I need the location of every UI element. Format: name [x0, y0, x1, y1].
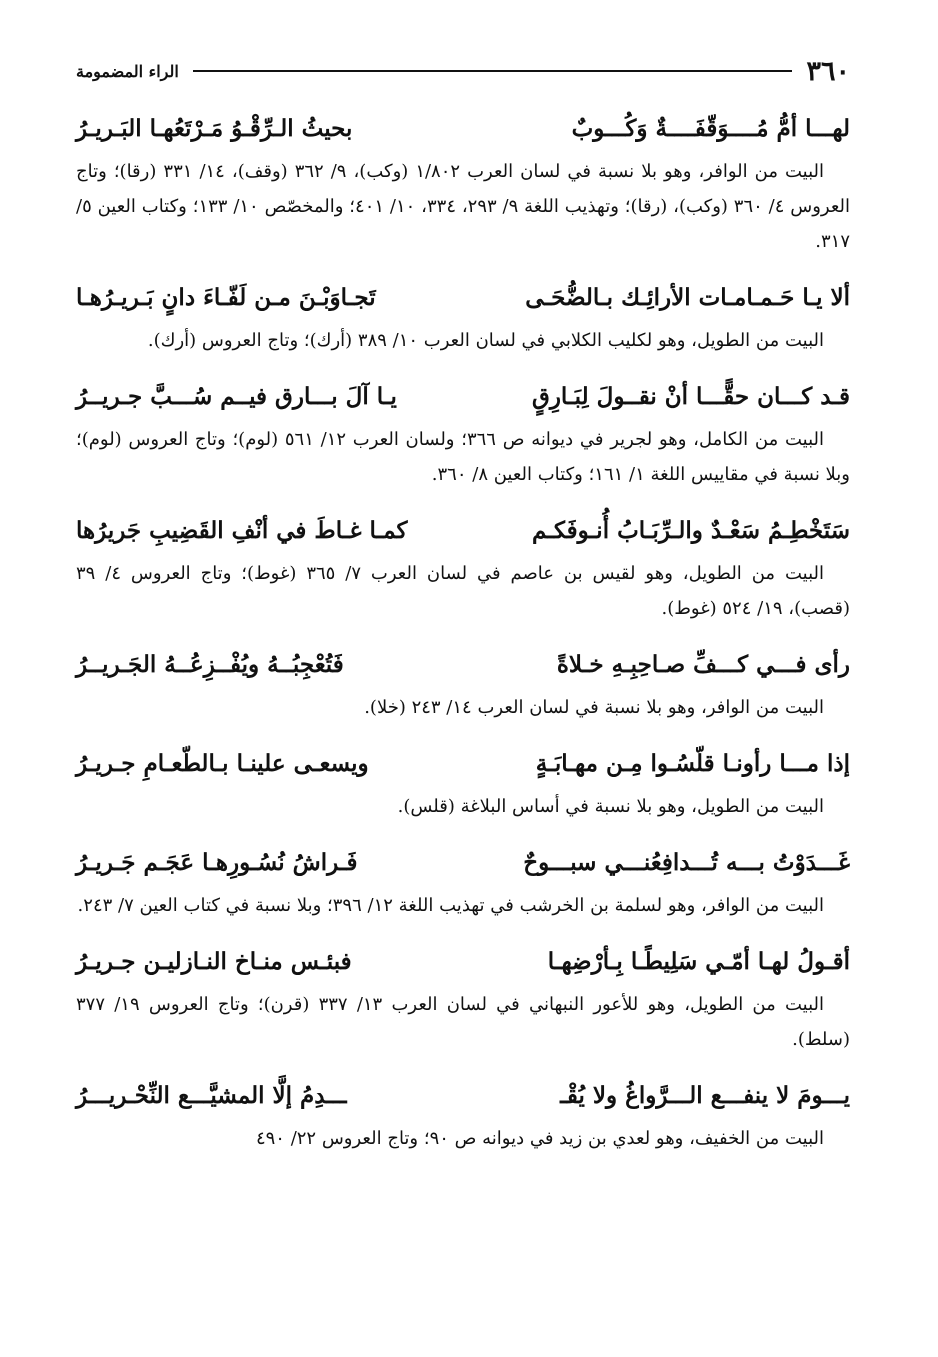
verse-first-hemistich: لهـــا أمُّ مُــــوَقّفَــــةٌ وَكُـــوبٌ: [571, 115, 850, 142]
verse-entry: [76, 739, 850, 824]
verse-first-hemistich: يـــومَ لا ينفـــع الـــرَّواغُ ولا يُقْـ: [560, 1082, 850, 1109]
verse-commentary: البيت من الوافر، وهو بلا نسبة في لسان العرب ١/٨٠٢ (وكب)، ٩/ ٣٦٢ (وقف)، ١٤/ ٣٣١ (رقا)؛ وتاج العروس ٤/ ٣٦٠ (وكب)، (رقا)؛ وتهذيب اللغة ٩/ ٢٩٣، ٣٣٤، ١٠/ ٤٠١؛ والمخصّص ١٠/ ١٣٣؛ وكتاب العين ٥/ ٣١٧.: [76, 161, 851, 252]
header-rule: [193, 70, 793, 72]
verse-entry: [76, 273, 850, 358]
verse-line: [76, 1071, 850, 1121]
verse-line: [76, 372, 850, 422]
verse-line: [76, 937, 850, 987]
verse-line: [76, 640, 850, 690]
verse-second-hemistich: فبئـس منـاخ النـازليـن جـريـرُ: [76, 948, 352, 975]
verse-commentary: البيت من الوافر، وهو بلا نسبة في لسان العرب ١٤/ ٢٤٣ (خلا).: [364, 697, 824, 718]
verse-second-hemistich: كمـا غـاطَ في أنْفِ القَضِيبِ جَريرُها: [76, 517, 408, 544]
verse-entry: [76, 372, 850, 492]
section-title: الراء المضمومة: [76, 61, 179, 81]
verse-second-hemistich: يـا آلَ بـــارق فيــم سُـــبَّ جـريــرُ: [76, 383, 397, 410]
verse-entry: [76, 838, 850, 923]
verse-second-hemistich: ـــدِمُ إلَّا المشيَّـــع النِّحْـريـــرُ: [76, 1082, 347, 1109]
verse-entry: [76, 1071, 850, 1156]
verse-second-hemistich: تَجـاوَبْـنَ مـن لَفّـاءَ دانٍ بَـريـرُهـا: [76, 284, 376, 311]
verse-first-hemistich: غَـــدَوْتُ بـــه تُـــدافِعُنـــي سبـــوحٌ: [523, 849, 850, 876]
verse-second-hemistich: بحيثُ الـرِّقْـوُ مَـرْتَعُهـا البَـريـرُ: [76, 115, 353, 142]
verse-first-hemistich: رأى فـــي كـــفِّ صـاحِبِـهِ خـلاةً: [556, 651, 850, 678]
verse-second-hemistich: فَـراشُ نُسُـورِهـا عَجَـم جَـريـرُ: [76, 849, 358, 876]
verse-commentary: البيت من الطويل، وهو لقيس بن عاصم في لسان العرب ٧/ ٣٦٥ (غوط)؛ وتاج العروس ٤/ ٣٩ (قصب)، ١٩/ ٥٢٤ (غوط).: [76, 563, 850, 619]
verse-line: [76, 506, 850, 556]
verse-line: [76, 838, 850, 888]
verse-entry: [76, 104, 850, 259]
verse-commentary: البيت من الطويل، وهو لكليب الكلابي في لسان العرب ١٠/ ٣٨٩ (أرك)؛ وتاج العروس (أرك).: [147, 330, 824, 351]
verse-commentary: البيت من الكامل، وهو لجرير في ديوانه ص ٣٦٦؛ ولسان العرب ١٢/ ٥٦١ (لوم)؛ وتاج العروس (لوم)؛ وبلا نسبة في مقاييس اللغة ١/ ١٦١؛ وكتاب العين ٨/ ٣٦٠.: [76, 429, 850, 485]
verse-first-hemistich: سَتَخْطِـمُ سَعْـدٌ والـرِّبَـابُ أُنـوفَكـم: [531, 517, 850, 544]
verse-first-hemistich: أقـولُ لهـا أمّـي سَلِيطًـا بِـأرْضِهـا: [547, 948, 850, 975]
verse-entry: [76, 506, 850, 626]
verse-line: [76, 739, 850, 789]
verse-entry: [76, 640, 850, 725]
verse-commentary: البيت من الطويل، وهو للأعور النبهاني في لسان العرب ١٣/ ٣٣٧ (قرن)؛ وتاج العروس ١٩/ ٣٧٧ (سلط).: [76, 994, 850, 1050]
verse-commentary: البيت من الوافر، وهو لسلمة بن الخرشب في تهذيب اللغة ١٢/ ٣٩٦؛ وبلا نسبة في كتاب العين ٧/ ٢٤٣.: [77, 895, 824, 916]
verse-first-hemistich: قـد كـــان حقًّـــا أنْ نقــولَ لِبَـارِقٍ: [531, 383, 850, 410]
verse-line: [76, 104, 850, 154]
verse-line: [76, 273, 850, 323]
verse-first-hemistich: إذا مـــا رأونـا قلّسُـوا مِـن مهـابَـةٍ: [535, 750, 850, 777]
verse-commentary: البيت من الخفيف، وهو لعدي بن زيد في ديوانه ص ٩٠؛ وتاج العروس ٢٢/ ٤٩٠: [255, 1128, 824, 1149]
verse-first-hemistich: ألا يـا حَـمـامـات الأرائِـك بـالضُّحَـى: [525, 284, 850, 311]
verse-second-hemistich: فَتُعْجِبُــهُ ويُفْــزِعُــهُ الجَـريــرُ: [76, 651, 344, 678]
verse-second-hemistich: ويسعـى علينـا بـالطّعـامِ جـريـرُ: [76, 750, 369, 777]
page-number: ٣٦٠: [806, 55, 850, 87]
verse-commentary: البيت من الطويل، وهو بلا نسبة في أساس البلاغة (قلس).: [397, 796, 824, 817]
page-header: [76, 48, 850, 94]
verse-entry: [76, 937, 850, 1057]
